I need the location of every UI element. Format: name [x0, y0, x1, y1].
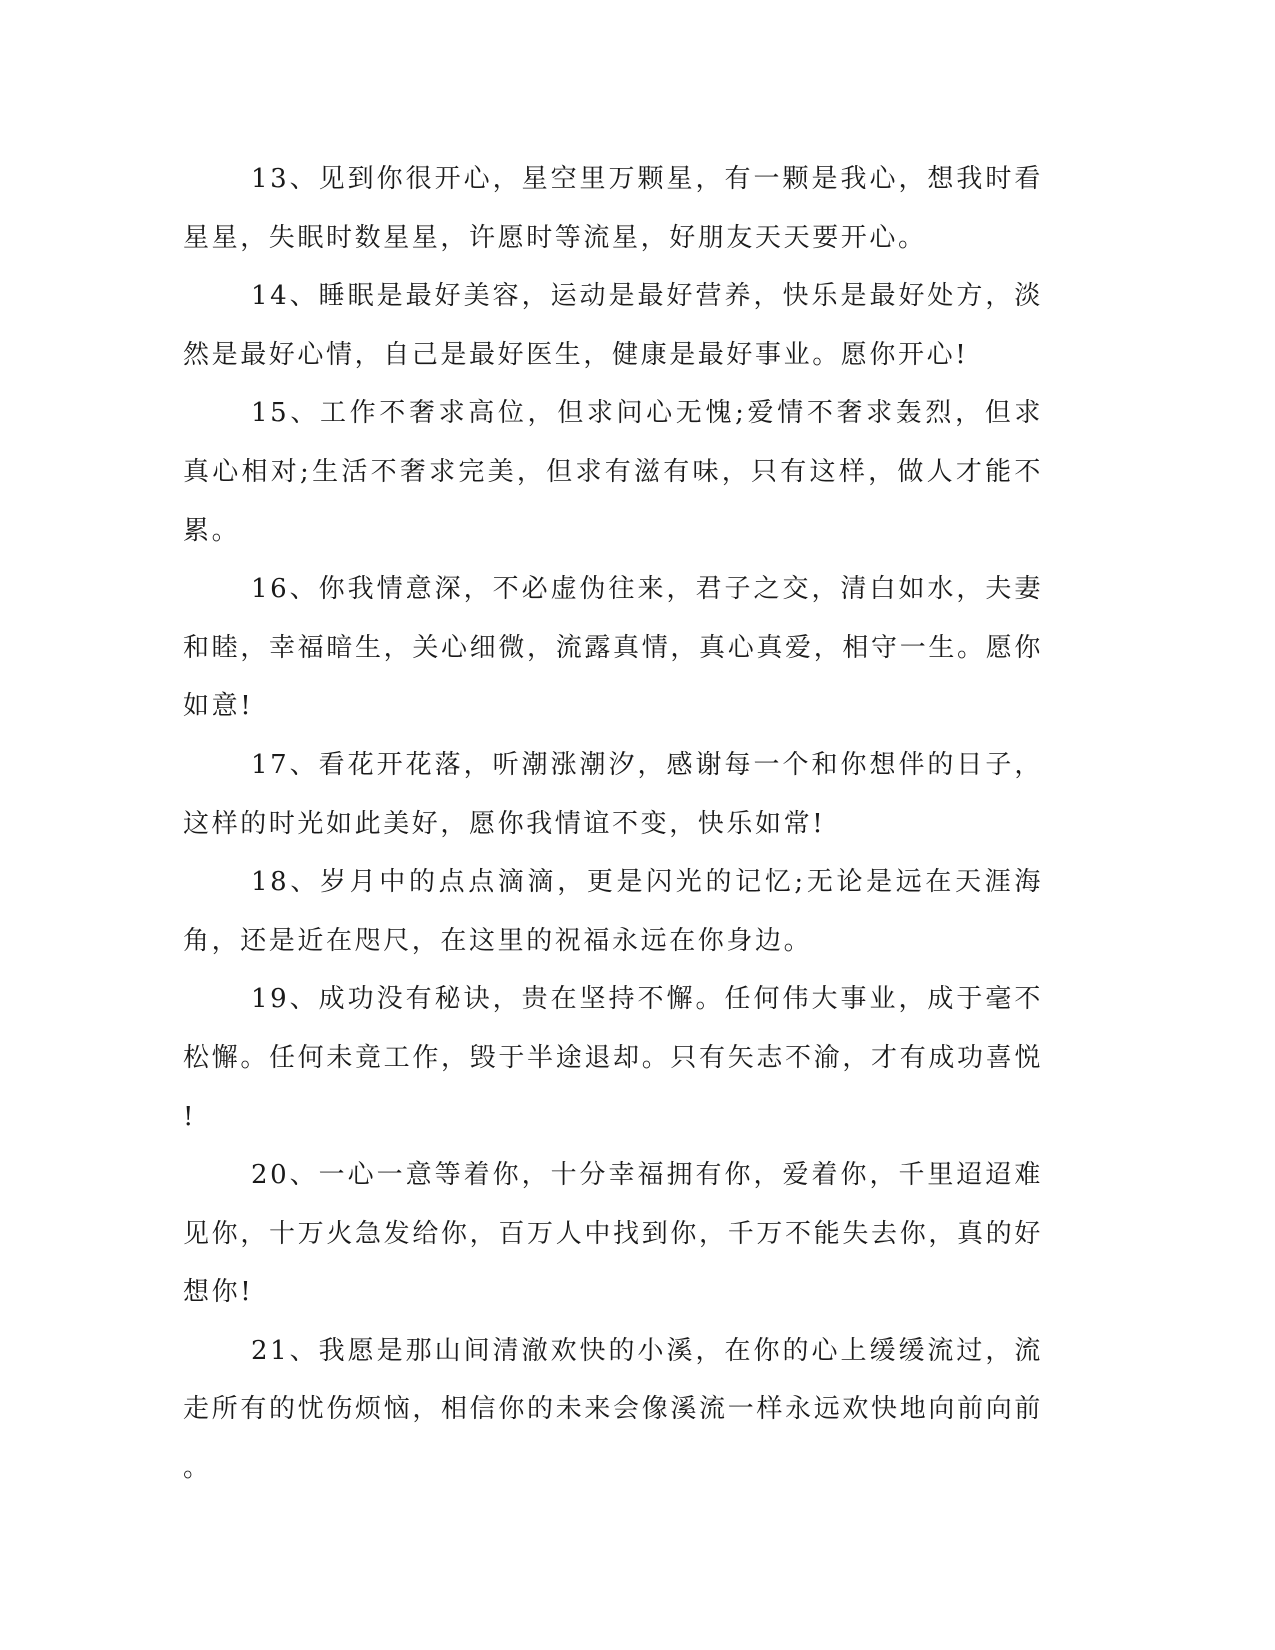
- paragraph-17: 17、看花开花落，听潮涨潮汐，感谢每一个和你想伴的日子，这样的时光如此美好，愿你我情谊不变，快乐如常!: [183, 749, 1043, 839]
- paragraph-16: 16、你我情意深，不必虚伪往来，君子之交，清白如水，夫妻和睦，幸福暗生，关心细微，流露真情，真心真爱，相守一生。愿你如意!: [183, 574, 1043, 722]
- document-body: [183, 150, 1043, 1498]
- paragraph-21: 21、我愿是那山间清澈欢快的小溪，在你的心上缓缓流过，流走所有的忧伤烦恼，相信你的未来会像溪流一样永远欢快地向前向前。: [183, 1335, 1043, 1484]
- paragraph-14: 14、睡眠是最好美容，运动是最好营养，快乐是最好处方，淡然是最好心情，自己是最好医生，健康是最好事业。愿你开心!: [183, 281, 1043, 370]
- paragraph-13: 13、见到你很开心，星空里万颗星，有一颗是我心，想我时看星星，失眠时数星星，许愿时等流星，好朋友天天要开心。: [183, 164, 1043, 253]
- paragraph-20: 20、一心一意等着你，十分幸福拥有你，爱着你，千里迢迢难见你，十万火急发给你，百万人中找到你，千万不能失去你，真的好想你!: [183, 1160, 1043, 1308]
- paragraph-15: 15、工作不奢求高位，但求问心无愧;爱情不奢求轰烈，但求真心相对;生活不奢求完美，但求有滋有味，只有这样，做人才能不累。: [183, 398, 1043, 546]
- paragraph-18: 18、岁月中的点点滴滴，更是闪光的记忆;无论是远在天涯海角，还是近在咫尺，在这里的祝福永远在你身边。: [183, 867, 1043, 956]
- paragraph-19: 19、成功没有秘诀，贵在坚持不懈。任何伟大事业，成于毫不松懈。任何未竟工作，毁于半途退却。只有矢志不渝，才有成功喜悦!: [183, 984, 1043, 1132]
